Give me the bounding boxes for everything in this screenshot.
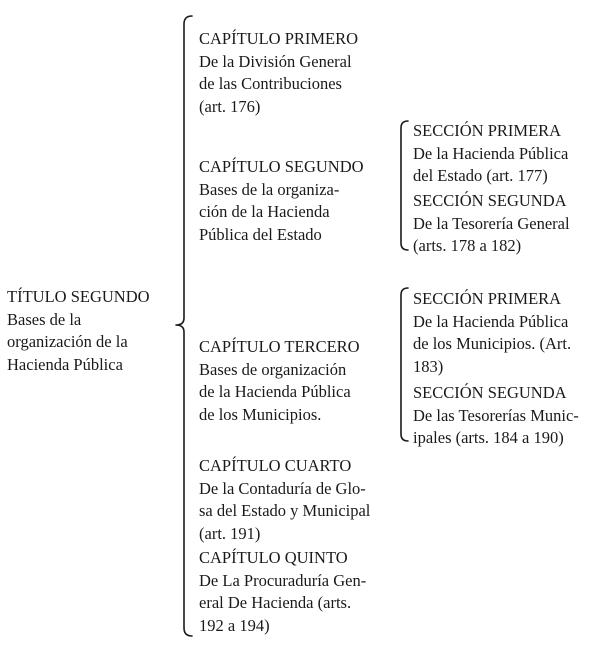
capitulo-segundo-bracket xyxy=(401,121,408,250)
capitulo-segundo-block xyxy=(199,156,364,246)
capitulo-text-line: 192 a 194) xyxy=(199,615,270,635)
capitulo-text-line: Pública del Estado xyxy=(199,224,322,244)
capitulo-text-line: De La Procuraduría Gen- xyxy=(199,570,367,590)
seccion-text-line: De la Hacienda Pública xyxy=(413,143,569,163)
seccion-text-line: De la Hacienda Pública xyxy=(413,311,569,331)
seccion-text-line: De la Tesorería General xyxy=(413,213,570,233)
seccion-text-line: del Estado (art. 177) xyxy=(413,166,548,185)
seccion-text-line: de los Municipios. (Art. xyxy=(413,334,572,353)
capitulo-primero-block xyxy=(199,28,358,118)
capitulo-heading: CAPÍTULO QUINTO xyxy=(199,548,348,567)
titulo-segundo-block xyxy=(7,286,150,376)
capitulo-text-line: eral De Hacienda (arts. xyxy=(199,593,352,612)
capitulo-text-line: (art. 191) xyxy=(199,523,261,543)
seccion-text-line: (arts. 178 a 182) xyxy=(413,236,522,255)
seccion-heading: SECCIÓN SEGUNDA xyxy=(413,191,567,210)
seccion-text-line: 183) xyxy=(413,356,444,376)
titulo-text-line: Hacienda Pública xyxy=(7,354,123,374)
capitulo-text-line: Bases de organización xyxy=(199,359,347,379)
capitulo-text-line: sa del Estado y Municipal xyxy=(199,501,371,520)
capitulo-heading: CAPÍTULO CUARTO xyxy=(199,456,352,475)
main-brace xyxy=(176,16,192,636)
seccion-text-line: ipales (arts. 184 a 190) xyxy=(413,428,564,447)
capitulo-tercero-seccion-primera xyxy=(413,288,571,378)
capitulo-quinto-block xyxy=(199,547,366,637)
capitulo-tercero-seccion-segunda xyxy=(413,382,579,450)
capitulo-heading: CAPÍTULO SEGUNDO xyxy=(199,157,364,176)
capitulo-segundo-seccion-primera xyxy=(413,120,568,188)
titulo-heading: TÍTULO SEGUNDO xyxy=(7,287,150,306)
seccion-heading: SECCIÓN PRIMERA xyxy=(413,121,562,140)
seccion-text-line: De las Tesorerías Munic- xyxy=(413,405,579,425)
capitulo-tercero-bracket xyxy=(401,288,408,441)
seccion-heading: SECCIÓN PRIMERA xyxy=(413,289,562,308)
capitulo-text-line: De la División General xyxy=(199,51,352,71)
capitulo-tercero-block xyxy=(199,336,360,426)
capitulo-heading: CAPÍTULO TERCERO xyxy=(199,337,360,356)
capitulo-heading: CAPÍTULO PRIMERO xyxy=(199,29,359,48)
capitulo-text-line: Bases de la organiza- xyxy=(199,179,340,199)
titulo-text-line: organización de la xyxy=(7,332,128,351)
capitulo-text-line: ción de la Hacienda xyxy=(199,202,330,221)
capitulo-text-line: de las Contribuciones xyxy=(199,74,342,93)
capitulo-text-line: De la Contaduría de Glo- xyxy=(199,478,366,498)
titulo-text-line: Bases de la xyxy=(7,309,82,329)
seccion-heading: SECCIÓN SEGUNDA xyxy=(413,383,567,402)
capitulo-text-line: de los Municipios. xyxy=(199,404,322,424)
capitulo-text-line: de la Hacienda Pública xyxy=(199,382,351,401)
capitulo-cuarto-block xyxy=(199,455,370,545)
capitulo-segundo-seccion-segunda xyxy=(413,190,570,258)
capitulo-text-line: (art. 176) xyxy=(199,96,261,116)
